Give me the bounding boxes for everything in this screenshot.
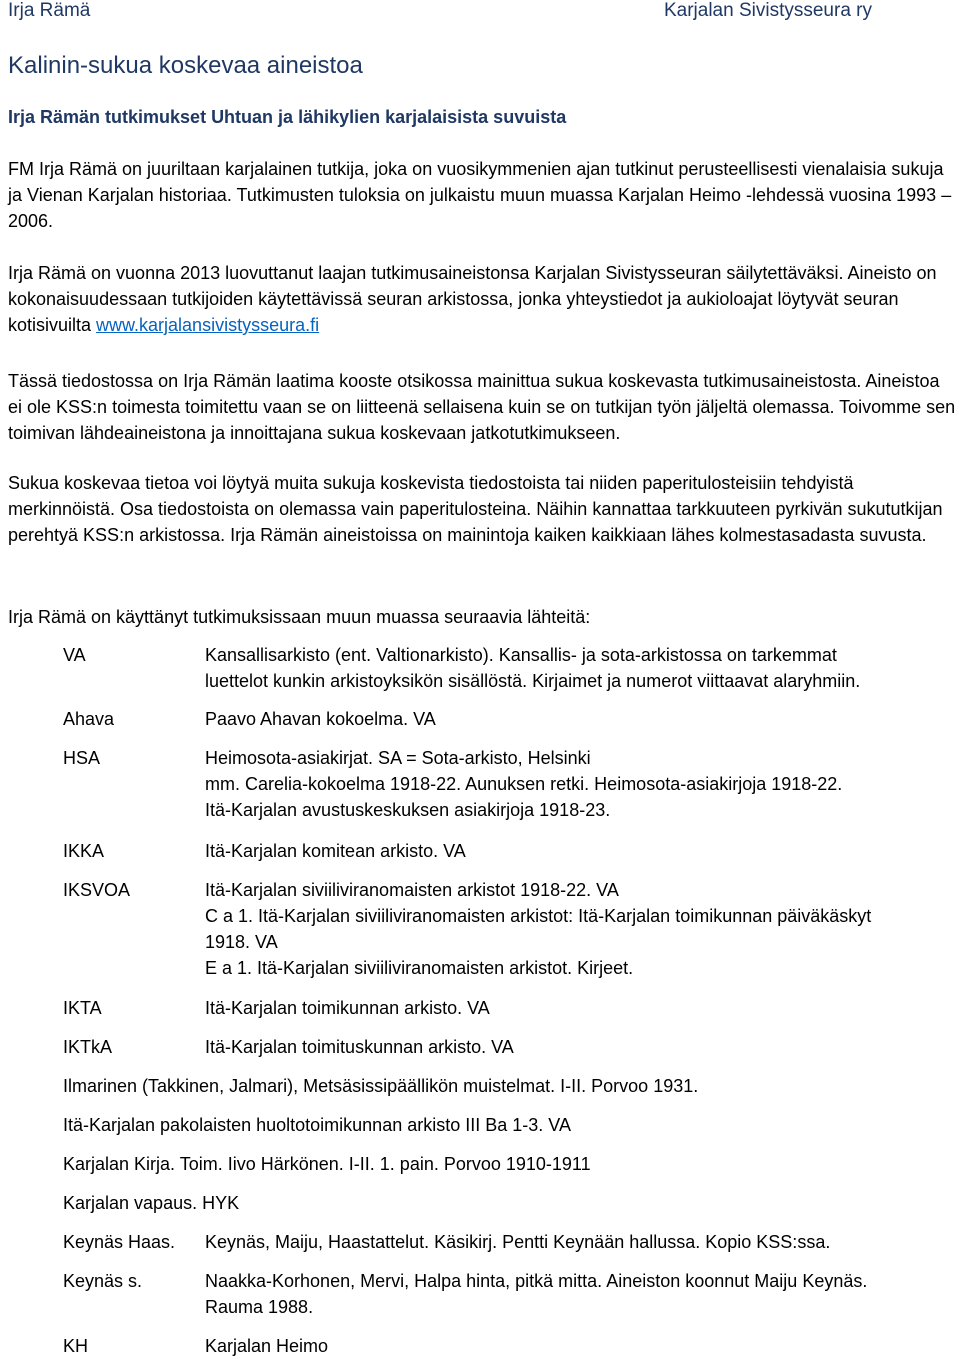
source-description-line: Rauma 1988. xyxy=(205,1297,314,1317)
intro-paragraph: FM Irja Rämä on juuriltaan karjalainen tutkija, joka on vuosikymmenien ajan tutkinut perusteellisesti vienalaisia sukuja ja Vienan Karjalan historiaa. Tutkimusten tuloksia on julkaistu muun muassa Karjalan Heimo -lehdessä vuosina 1993 – 2006. xyxy=(8,159,952,231)
source-description xyxy=(205,1229,960,1255)
source-description xyxy=(205,877,960,981)
source-description-line: Naakka-Korhonen, Mervi, Halpa hinta, pitkä mitta. Aineiston koonnut Maiju Keynäs. xyxy=(205,1271,868,1291)
source-description-line: Itä-Karjalan toimikunnan arkisto. VA xyxy=(205,998,490,1018)
source-description xyxy=(205,745,960,823)
source-code: VA xyxy=(63,645,86,665)
source-description xyxy=(205,1034,960,1060)
source-description-line: C a 1. Itä-Karjalan siviiliviranomaisten arkistot: Itä-Karjalan toimikunnan päiväkäskyt xyxy=(205,906,872,926)
source-description xyxy=(205,706,960,732)
source-description-line: Itä-Karjalan komitean arkisto. VA xyxy=(205,841,466,861)
source-description-line: mm. Carelia-kokoelma 1918-22. Aunuksen retki. Heimosota-asiakirjoja 1918-22. xyxy=(205,774,843,794)
source-code: HSA xyxy=(63,748,101,768)
source-code: IKTkA xyxy=(63,1037,113,1057)
source-description-line: 1918. VA xyxy=(205,932,278,952)
source-description-line: Itä-Karjalan avustuskeskuksen asiakirjoja 1918-23. xyxy=(205,800,611,820)
website-link[interactable]: www.karjalansivistysseura.fi xyxy=(96,315,320,335)
single-source-line: Karjalan Kirja. Toim. Iivo Härkönen. I-II. 1. pain. Porvoo 1910-1911 xyxy=(63,1154,591,1174)
source-description-line: E a 1. Itä-Karjalan siviiliviranomaisten arkistot. Kirjeet. xyxy=(205,958,634,978)
source-description xyxy=(205,838,960,864)
source-description xyxy=(205,995,960,1021)
source-description-line: Keynäs, Maiju, Haastattelut. Käsikirj. Pentti Keynään hallussa. Kopio KSS:ssa. xyxy=(205,1232,831,1252)
source-code: IKTA xyxy=(63,998,102,1018)
source-code: Keynäs s. xyxy=(63,1271,143,1291)
page-subtitle: Irja Rämän tutkimukset Uhtuan ja lähikylien karjalaisista suvuista xyxy=(8,107,567,127)
source-description-line: Itä-Karjalan toimituskunnan arkisto. VA xyxy=(205,1037,514,1057)
header-author: Irja Rämä xyxy=(8,0,91,21)
single-source-line: Itä-Karjalan pakolaisten huoltotoimikunnan arkisto III Ba 1-3. VA xyxy=(63,1115,571,1135)
page-title: Kalinin-sukua koskevaa aineistoa xyxy=(8,52,363,79)
source-description-line: Itä-Karjalan siviiliviranomaisten arkistot 1918-22. VA xyxy=(205,880,619,900)
file-info-paragraph: Tässä tiedostossa on Irja Rämän laatima kooste otsikossa mainittua sukua koskevasta tutkimusaineistosta. Aineistoa ei ole KSS:n toimesta toimitettu vaan se on liitteenä sellaisena kuin se on tutkijan työn jäljeltä olemassa. Toivomme sen toimivan lähdeaineistona ja innoittajana sukua koskevaan jatkotutkimukseen. xyxy=(8,371,956,443)
header-organization: Karjalan Sivistysseura ry xyxy=(663,0,872,21)
single-source-line: Ilmarinen (Takkinen, Jalmari), Metsäsissipäällikön muistelmat. I-II. Porvoo 1931. xyxy=(63,1076,699,1096)
source-description-line: Heimosota-asiakirjat. SA = Sota-arkisto, Helsinki xyxy=(205,748,591,768)
source-code: IKKA xyxy=(63,841,105,861)
source-description-line: Karjalan Heimo xyxy=(205,1336,329,1356)
sources-intro: Irja Rämä on käyttänyt tutkimuksissaan muun muassa seuraavia lähteitä: xyxy=(8,607,591,627)
source-code: Ahava xyxy=(63,709,115,729)
source-description-line: Kansallisarkisto (ent. Valtionarkisto). Kansallis- ja sota-arkistossa on tarkemmat xyxy=(205,645,837,665)
donation-text: Irja Rämä on vuonna 2013 luovuttanut laajan tutkimusaineistonsa Karjalan Sivistysseuran säilytettäväksi. Aineisto on kokonaisuudessaan tutkijoiden käytettävissä seuran arkistossa, jonka yhteystiedot ja aukioloajat löytyvät seuran kotisivuilta xyxy=(8,263,937,335)
source-description xyxy=(205,1268,960,1320)
source-code: Keynäs Haas. xyxy=(63,1232,176,1252)
single-source-line: Karjalan vapaus. HYK xyxy=(63,1193,240,1213)
source-description-line: Paavo Ahavan kokoelma. VA xyxy=(205,709,436,729)
related-files-paragraph: Sukua koskevaa tietoa voi löytyä muita sukuja koskevista tiedostoista tai niiden paperitulosteisiin tehdyistä merkinnöistä. Osa tiedostoista on olemassa vain paperitulosteina. Näihin kannattaa tarkkuuteen pyrkivän sukututkijan perehtyä KSS:n arkistossa. Irja Rämän aineistoissa on mainintoja kaiken kaikkiaan lähes kolmestasadasta suvusta. xyxy=(8,473,943,545)
source-code: KH xyxy=(63,1336,89,1356)
source-description xyxy=(205,642,960,694)
source-code: IKSVOA xyxy=(63,880,131,900)
donation-paragraph xyxy=(8,260,956,338)
source-description xyxy=(205,1333,960,1359)
source-description-line: luettelot kunkin arkistoyksikön sisällöstä. Kirjaimet ja numerot viittaavat alaryhmiin. xyxy=(205,671,861,691)
